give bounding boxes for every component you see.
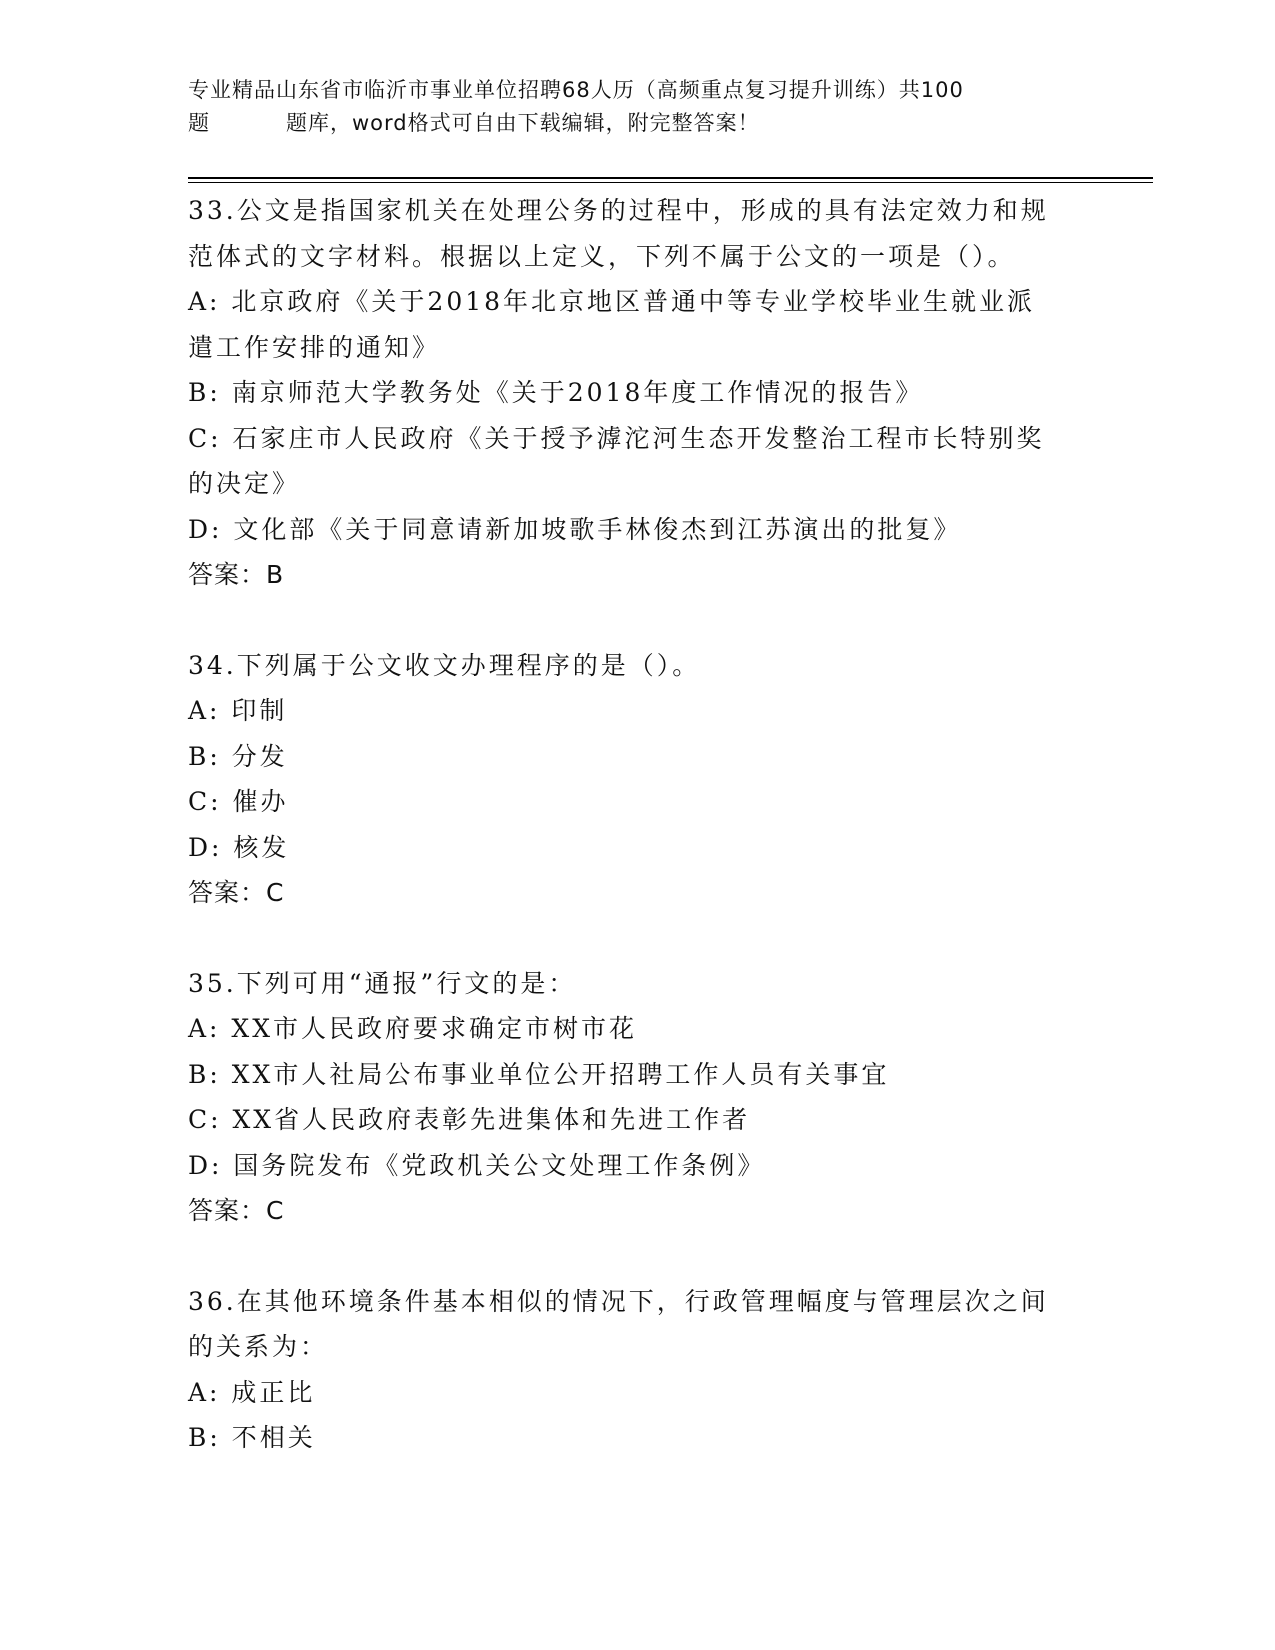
option-line: C: 石家庄市人民政府《关于授予滹沱河生态开发整治工程市长特别奖: [188, 423, 1045, 453]
question-block: [188, 1279, 1078, 1461]
question-stem-line: 35.下列可用“通报”行文的是：: [188, 968, 577, 998]
question-stem-line: 的关系为：: [188, 1332, 329, 1361]
option-line: A: 印制: [188, 696, 288, 725]
option-line: B: XX市人社局公布事业单位公开招聘工作人员有关事宜: [188, 1059, 890, 1089]
header-subtitle-line: [188, 107, 1068, 140]
question-stem-line: 36.在其他环境条件基本相似的情况下，行政管理幅度与管理层次之间: [188, 1286, 1049, 1316]
answer-line: 答案：C: [188, 878, 285, 907]
option-line: A: XX市人民政府要求确定市树市花: [188, 1014, 638, 1043]
option-line: C: XX省人民政府表彰先进集体和先进工作者: [188, 1105, 751, 1134]
question-stem-line: 范体式的文字材料。根据以上定义，下列不属于公文的一项是（）。: [188, 241, 1016, 271]
header-tag: 题: [188, 111, 210, 135]
option-line: B: 南京师范大学教务处《关于2018年度工作情况的报告》: [188, 378, 924, 407]
answer-line: 答案：B: [188, 560, 285, 589]
answer-line: 答案：C: [188, 1196, 285, 1225]
question-block: [188, 643, 1078, 916]
question-stem-line: 34.下列属于公文收文办理程序的是（）。: [188, 650, 701, 680]
question-block: [188, 188, 1078, 598]
option-line: D: 文化部《关于同意请新加坡歌手林俊杰到江苏演出的批复》: [188, 514, 962, 544]
header-rule-thick: [188, 177, 1153, 179]
header-title-line: 专业精品山东省市临沂市事业单位招聘68人历（高频重点复习提升训练）共100: [188, 78, 964, 102]
option-line: B: 不相关: [188, 1423, 316, 1452]
option-line: D: 核发: [188, 832, 290, 862]
option-line: D: 国务院发布《党政机关公文处理工作条例》: [188, 1150, 766, 1180]
question-list: [188, 188, 1078, 1506]
option-line: A: 北京政府《关于2018年北京地区普通中等专业学校毕业生就业派: [188, 287, 1036, 316]
page-header: [188, 74, 1068, 140]
header-subtitle: 题库，word格式可自由下载编辑，附完整答案！: [286, 111, 760, 135]
question-block: [188, 961, 1078, 1234]
option-line: 的决定》: [188, 469, 301, 498]
question-stem-line: 33.公文是指国家机关在处理公务的过程中，形成的具有法定效力和规: [188, 196, 1049, 225]
option-line: A: 成正比: [188, 1377, 316, 1407]
option-line: C: 催办: [188, 787, 289, 816]
option-line: B: 分发: [188, 741, 288, 771]
header-rule-thin: [188, 182, 1153, 183]
option-line: 遣工作安排的通知》: [188, 332, 441, 362]
